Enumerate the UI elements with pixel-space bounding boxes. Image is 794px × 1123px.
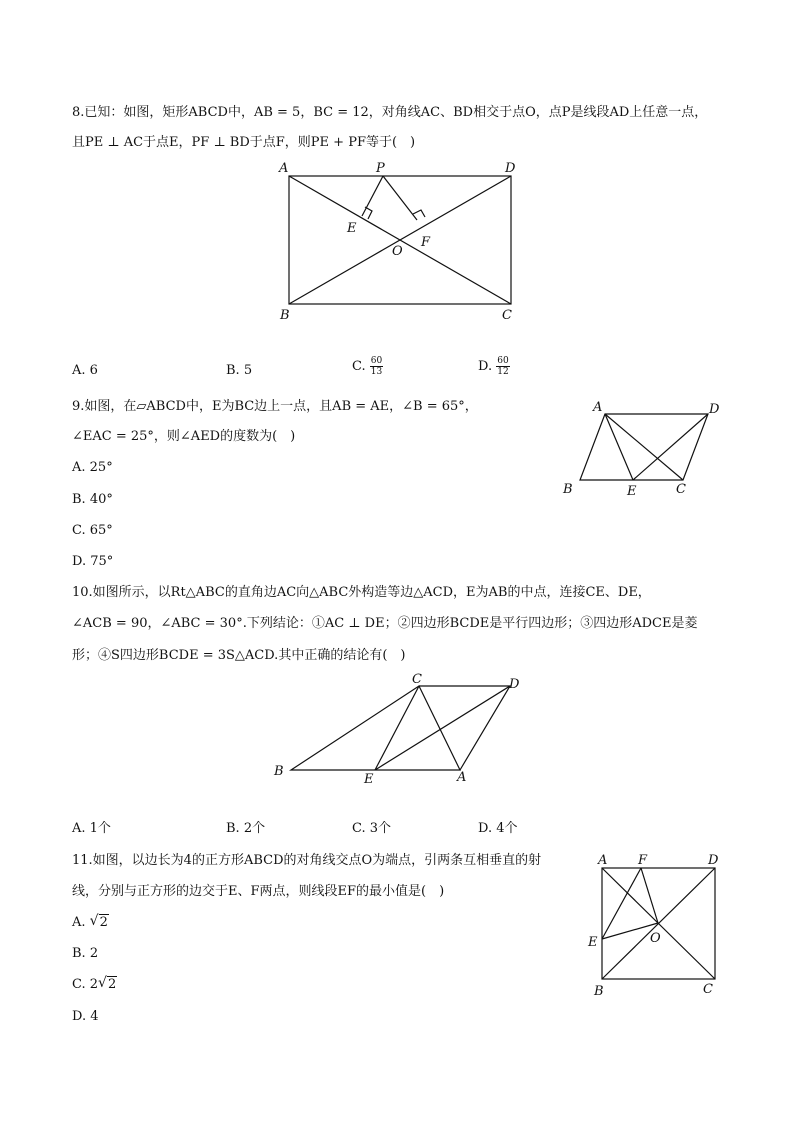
q8-label-p: P xyxy=(376,161,385,176)
q8-label-e: E xyxy=(347,221,357,236)
q10-label-e: E xyxy=(364,772,374,787)
q10-label-b: B xyxy=(274,764,284,779)
q10-text-line2: ∠ACB = 90，∠ABC = 30°.下列结论：①AC ⊥ DE；②四边形BCDE是平行四边形；③四边形ADCE是菱 xyxy=(72,616,698,631)
q11-label-b: B xyxy=(594,984,604,999)
q10-text-line1: 10.如图所示，以Rt△ABC的直角边AC向△ABC外构造等边△ACD，E为AB的中点，连接CE、DE， xyxy=(72,585,651,600)
q11-segment-ef xyxy=(602,868,641,939)
q11-label-f: F xyxy=(638,853,648,868)
q8-text-line2: 且PE ⊥ AC于点E，PF ⊥ BD于点F，则PE + PF等于( ) xyxy=(72,135,416,150)
q11-label-a: A xyxy=(598,853,608,868)
q11-option-c-sqrt: √ 2 xyxy=(98,975,117,992)
q9-option-c: C. 65° xyxy=(72,523,113,538)
q8-label-o: O xyxy=(392,244,403,259)
q11-label-c: C xyxy=(703,982,713,997)
q10-option-a: A. 1个 xyxy=(72,821,111,836)
q10-label-a: A xyxy=(457,770,467,785)
q10-triangle-acd-sides xyxy=(419,686,510,770)
q9-text-line2: ∠EAC = 25°，则∠AED的度数为( ) xyxy=(72,429,296,444)
q11-text-line1: 11.如图，以边长为4的正方形ABCD的对角线交点O为端点，引两条互相垂直的射 xyxy=(72,853,542,868)
q9-segment-ae xyxy=(605,414,633,480)
q10-option-c: C. 3个 xyxy=(352,821,392,836)
q10-segment-ce xyxy=(375,686,419,770)
q10-label-c: C xyxy=(412,672,422,687)
q11-label-d: D xyxy=(708,853,719,868)
q9-parallelogram-figure xyxy=(556,396,726,500)
q10-text-line3: 形；④S四边形BCDE = 3S△ACD.其中正确的结论有( ) xyxy=(72,648,406,663)
q8-label-c: C xyxy=(502,308,512,323)
q9-text-line1: 9.如图，在▱ABCD中，E为BC边上一点，且AB = AE，∠B = 65°， xyxy=(72,399,478,414)
q8-label-f: F xyxy=(421,235,431,250)
q11-option-c: C. 2 √ 2 xyxy=(72,975,117,992)
q11-option-b: B. 2 xyxy=(72,946,99,961)
q8-option-d: D. $\frac{60}{12}$ xyxy=(478,356,509,377)
q11-option-d: D. 4 xyxy=(72,1009,99,1024)
q10-triangle-figure xyxy=(266,668,536,788)
q8-option-c-fraction: $\frac{60}{13}$ xyxy=(370,356,383,377)
q8-label-a: A xyxy=(279,161,289,176)
q10-segment-de xyxy=(375,686,510,770)
q9-option-a: A. 25° xyxy=(72,460,113,475)
q9-label-b: B xyxy=(563,482,573,497)
q9-option-d: D. 75° xyxy=(72,554,114,569)
q11-label-o: O xyxy=(650,931,661,946)
q8-label-d: D xyxy=(505,161,516,176)
q11-text-line2: 线，分别与正方形的边交于E、F两点，则线段EF的最小值是( ) xyxy=(72,884,445,899)
q8-segment-pf xyxy=(383,176,417,220)
q8-option-c: C. $\frac{60}{13}$ xyxy=(352,356,383,377)
q9-label-c: C xyxy=(676,482,686,497)
q11-option-a: A. √ 2 xyxy=(72,913,108,930)
q9-label-d: D xyxy=(709,402,720,417)
q9-label-e: E xyxy=(627,484,637,499)
q8-option-a: A. 6 xyxy=(72,363,98,378)
q8-text-line1: 8.已知：如图，矩形ABCD中，AB = 5，BC = 12，对角线AC、BD相交于点O，点P是线段AD上任意一点， xyxy=(72,105,708,120)
q10-option-d: D. 4个 xyxy=(478,821,518,836)
q10-triangle-abc xyxy=(291,686,460,770)
q9-option-b: B. 40° xyxy=(72,492,113,507)
q8-label-b: B xyxy=(280,308,290,323)
q8-option-d-fraction: $\frac{60}{12}$ xyxy=(497,356,509,377)
q9-label-a: A xyxy=(593,400,603,415)
q8-option-b: B. 5 xyxy=(226,363,253,378)
q10-label-d: D xyxy=(509,677,520,692)
q8-segment-pe xyxy=(362,176,383,216)
q11-label-e: E xyxy=(588,935,598,950)
q11-option-a-sqrt: √ 2 xyxy=(89,913,108,930)
q10-option-b: B. 2个 xyxy=(226,821,266,836)
q8-rectangle-figure xyxy=(275,158,530,328)
q11-square-figure xyxy=(586,848,726,1000)
q8-right-angle-f xyxy=(413,210,425,217)
